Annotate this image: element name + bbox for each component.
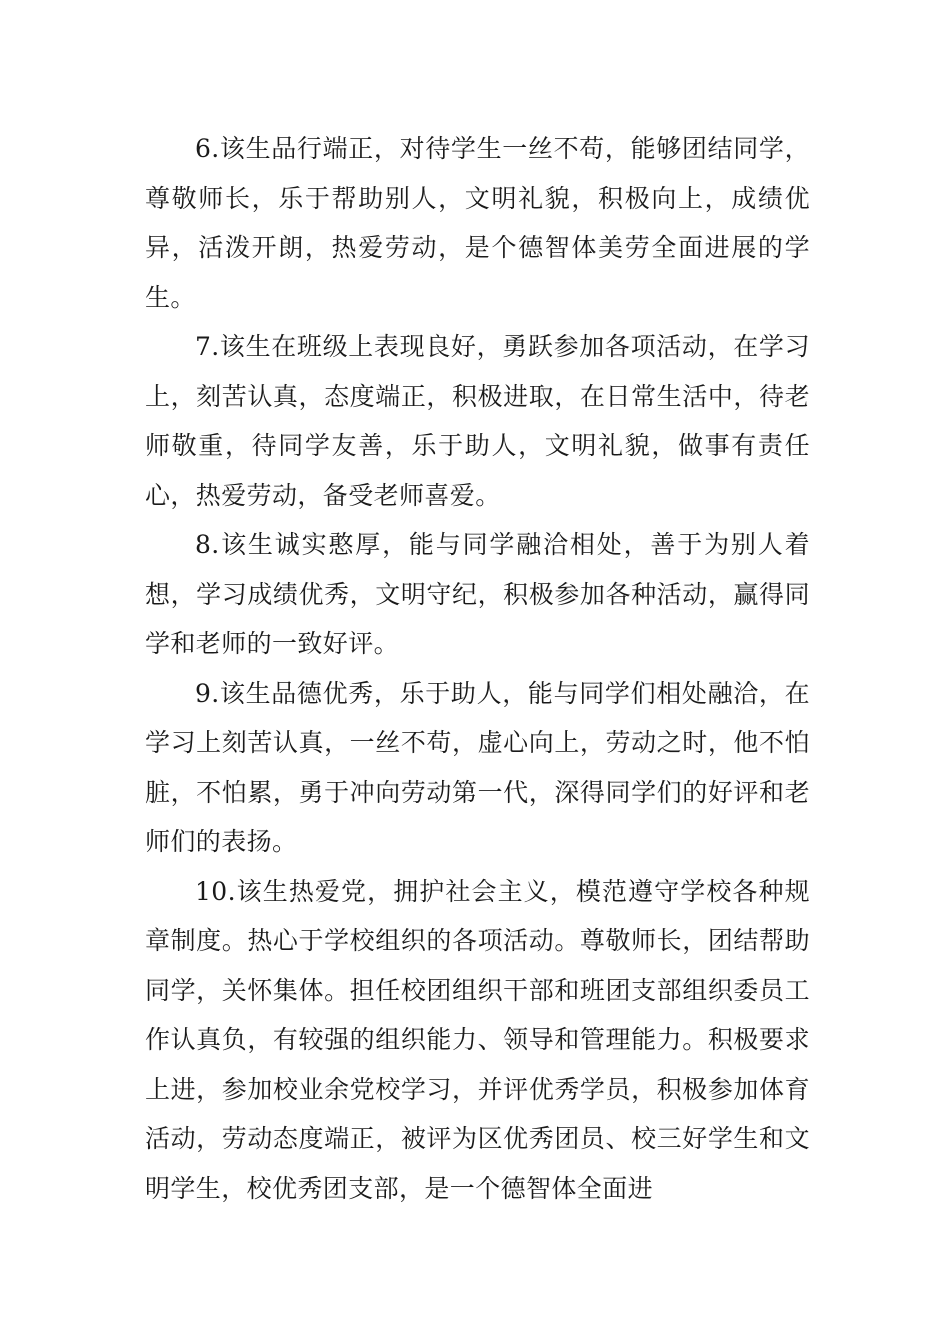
paragraph-7: 7.该生在班级上表现良好，勇跃参加各项活动，在学习上，刻苦认真，态度端正，积极进取，在日常生活中，待老师敬重，待同学友善，乐于助人，文明礼貌，做事有责任心，热爱劳动，备受老师喜爱。 [145, 332, 810, 510]
paragraph-10: 10.该生热爱党，拥护社会主义，模范遵守学校各种规章制度。热心于学校组织的各项活动。尊敬师长，团结帮助同学，关怀集体。担任校团组织干部和班团支部组织委员工作认真负，有较强的组织能力、领导和管理能力。积极要求上进，参加校业余党校学习，并评优秀学员，积极参加体育活动，劳动态度端正，被评为区优秀团员、校三好学生和文明学生，校优秀团支部，是一个德智体全面进 [145, 876, 810, 1203]
document-body [145, 124, 810, 1213]
paragraph-9: 9.该生品德优秀，乐于助人，能与同学们相处融洽，在学习上刻苦认真，一丝不苟，虚心向上，劳动之时，他不怕脏，不怕累，勇于冲向劳动第一代，深得同学们的好评和老师们的表扬。 [145, 678, 810, 856]
paragraph-8: 8.该生诚实憨厚，能与同学融洽相处，善于为别人着想，学习成绩优秀，文明守纪，积极参加各种活动，赢得同学和老师的一致好评。 [145, 530, 810, 658]
paragraph-6: 6.该生品行端正，对待学生一丝不苟，能够团结同学，尊敬师长，乐于帮助别人，文明礼貌，积极向上，成绩优异，活泼开朗，热爱劳动，是个德智体美劳全面进展的学生。 [145, 134, 810, 312]
